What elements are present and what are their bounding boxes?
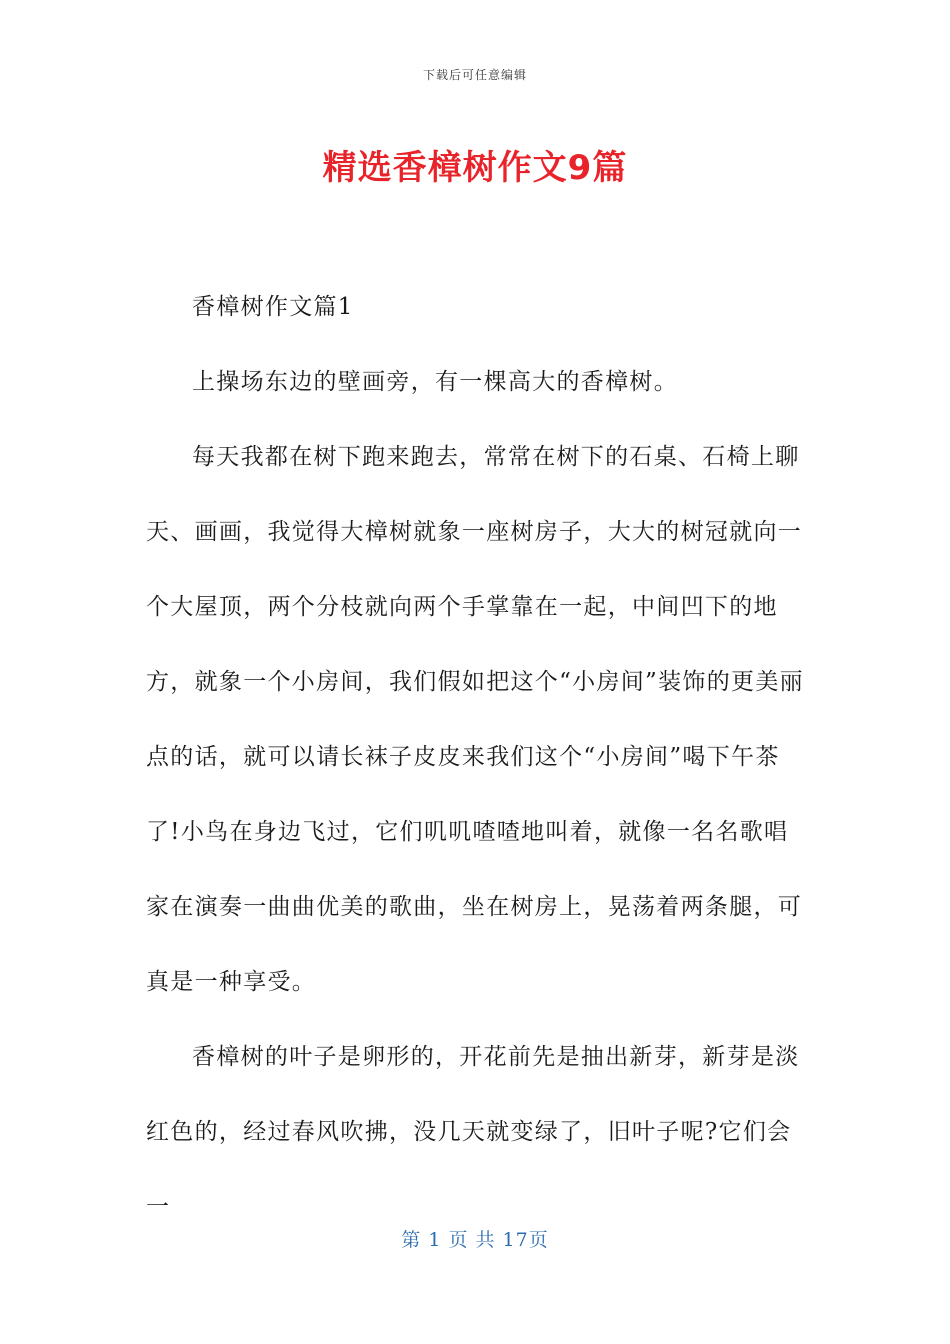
header-note: 下载后可任意编辑 [422,68,527,82]
page-number: 第 1 页 共 17页 [401,1229,549,1251]
document-title: 精选香樟树作文9篇 [322,148,628,188]
document-body [146,270,806,1245]
paragraph: 香樟树的叶子是卵形的，开花前先是抽出新芽，新芽是淡红色的，经过春风吹拂，没几天就变绿了，旧叶子呢?它们会一 [146,1044,800,1220]
paragraph: 每天我都在树下跑来跑去，常常在树下的石桌、石椅上聊天、画画，我觉得大樟树就象一座树房子，大大的树冠就向一个大屋顶，两个分枝就向两个手掌靠在一起，中间凹下的地方，就象一个小房间，我们假如把这个“小房间”装饰的更美丽点的话，就可以请长袜子皮皮来我们这个“小房间”喝下午茶了!小鸟在身边飞过，它们叽叽喳喳地叫着，就像一名名歌唱家在演奏一曲曲优美的歌曲，坐在树房上，晃荡着两条腿，可真是一种享受。 [146,444,804,995]
section-heading: 香樟树作文篇1 [192,294,354,320]
paragraph: 上操场东边的壁画旁，有一棵高大的香樟树。 [192,369,678,395]
